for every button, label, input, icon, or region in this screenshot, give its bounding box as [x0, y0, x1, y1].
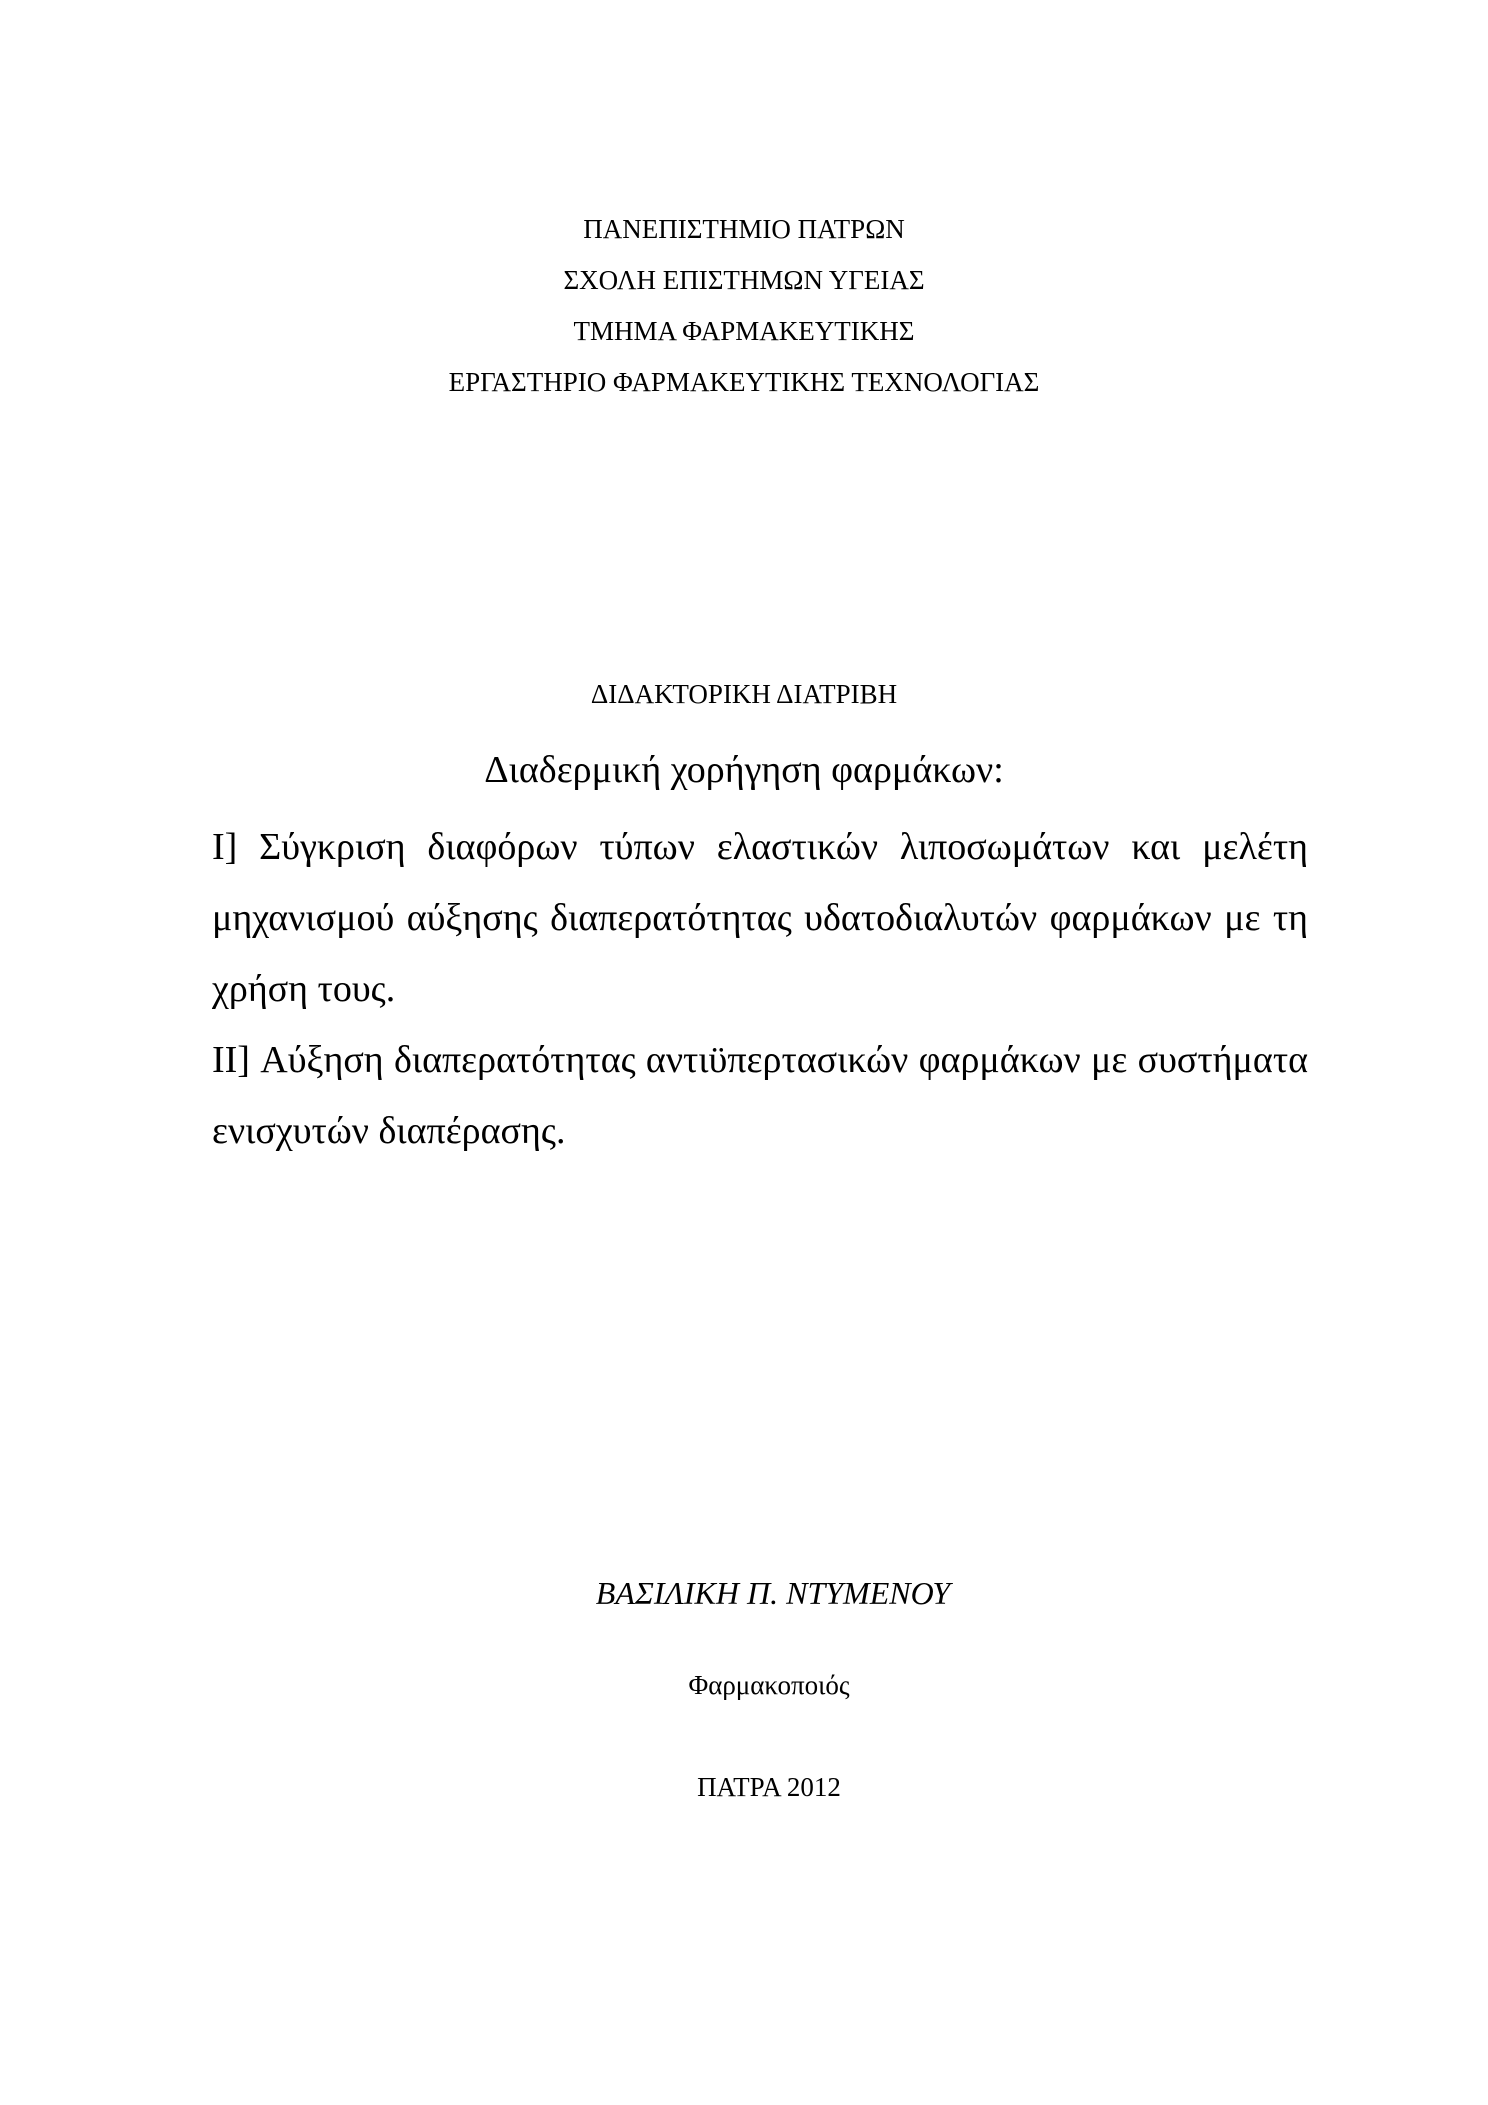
thesis-title-parts [212, 812, 1308, 1167]
laboratory-name: ΕΡΓΑΣΤΗΡΙΟ ΦΑΡΜΑΚΕΥΤΙΚΗΣ ΤΕΧΝΟΛΟΓΙΑΣ [448, 367, 1040, 397]
document-type: ΔΙΔΑΚΤΟΡΙΚΗ ΔΙΑΤΡΙΒΗ [590, 679, 898, 709]
thesis-title-part-1: I] Σύγκριση διαφόρων τύπων ελαστικών λιποσωμάτων και μελέτη μηχανισμού αύξησης διαπερατότητας υδατοδιαλυτών φαρμάκων με τη χρήση τους. [212, 826, 1308, 1010]
author-name: ΒΑΣΙΛΙΚΗ Π. ΝΤΥΜΕΝΟΥ [595, 1575, 951, 1611]
department-name: ΤΜΗΜΑ ΦΑΡΜΑΚΕΥΤΙΚΗΣ [573, 316, 915, 346]
university-name: ΠΑΝΕΠΙΣΤΗΜΙΟ ΠΑΤΡΩΝ [583, 214, 905, 244]
school-name: ΣΧΟΛΗ ΕΠΙΣΤΗΜΩΝ ΥΓΕΙΑΣ [563, 265, 925, 295]
thesis-title-part-2: II] Αύξηση διαπερατότητας αντιϋπερτασικών φαρμάκων με συστήματα ενισχυτών διαπέρασης. [212, 1039, 1308, 1152]
author-profession: Φαρμακοποιός [688, 1670, 850, 1700]
place-and-year: ΠΑΤΡΑ 2012 [697, 1772, 841, 1802]
thesis-title-main: Διαδερμική χορήγηση φαρμάκων: [484, 749, 1004, 791]
